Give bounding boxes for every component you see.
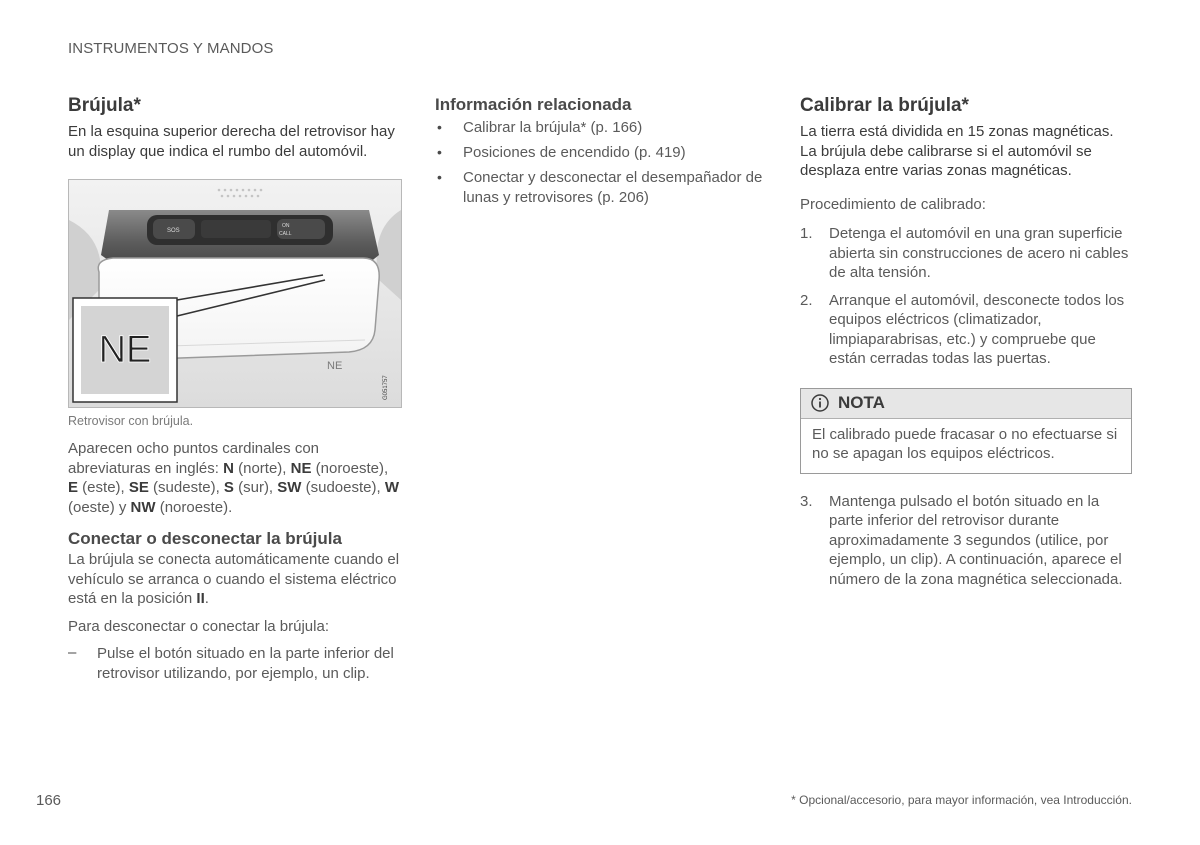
abbr-se: SE xyxy=(128,479,149,496)
procedure-label: Procedimiento de calibrado: xyxy=(800,195,986,213)
bullet-icon: • xyxy=(437,144,442,160)
note-header xyxy=(801,389,1131,419)
calibrate-title: Calibrar la brújula* xyxy=(800,95,969,116)
section-header: INSTRUMENTOS Y MANDOS xyxy=(68,40,274,57)
mirror-small-ne-label: NE xyxy=(327,360,343,372)
abbr-e: E xyxy=(68,479,79,496)
abbr-ne: NE xyxy=(290,459,312,477)
mirror-drawing xyxy=(69,180,401,407)
connect-title: Conectar o desconectar la brújula xyxy=(68,529,342,548)
related-title: Información relacionada xyxy=(435,95,632,114)
note-text: El calibrado puede fracasar o no efectuarse si no se apagan los equipos eléctricos. xyxy=(812,425,1118,462)
compass-title: Brújula* xyxy=(68,95,141,116)
calibrate-intro: La tierra está dividida en 15 zonas magnéticas. La brújula debe calibrarse si el automóvil se desplaza entre varias zonas magnéticas. xyxy=(800,123,1114,179)
dash-marker: – xyxy=(68,644,77,661)
note-title: NOTA xyxy=(838,393,885,412)
connect-text: La brújula se conecta automáticamente cuando el vehículo se arranca o cuando el sistema eléctrico está en la posición II. xyxy=(68,551,400,607)
step-item: 2. Arranque el automóvil, desconecte todos los equipos eléctricos (climatizador, limpiaparabrisas, etc.) y compruebe que están cerradas todas las puertas. xyxy=(800,291,1125,367)
related-link[interactable]: • Posiciones de encendido (p. 419) xyxy=(437,144,686,161)
abbr-nw: NW xyxy=(130,498,156,516)
svg-text:CALL: CALL xyxy=(279,231,292,237)
svg-text:SOS: SOS xyxy=(167,228,180,234)
bullet-icon: • xyxy=(437,169,442,185)
connect-instruction: Para desconectar o conectar la brújula: xyxy=(68,617,329,635)
column-calibrate xyxy=(800,94,1134,597)
abbr-w: W xyxy=(384,479,399,496)
calibrate-steps xyxy=(800,224,1134,369)
abbr-s: S xyxy=(223,479,234,496)
connect-step xyxy=(68,644,402,683)
footnote: * Opcional/accesorio, para mayor información, vea Introducción. xyxy=(791,793,1132,807)
related-link[interactable]: • Calibrar la brújula* (p. 166) xyxy=(437,119,643,136)
related-list xyxy=(435,118,770,207)
connect-step-text: Pulse el botón situado en la parte inferior del retrovisor utilizando, por ejemplo, un clip. xyxy=(97,645,394,682)
info-icon xyxy=(811,394,829,412)
calibrate-steps-continued xyxy=(800,492,1134,590)
bullet-icon: • xyxy=(437,119,442,135)
step-item: 3. Mantenga pulsado el botón situado en la parte inferior del retrovisor durante aproximadamente 3 segundos (utilice, por ejemplo, un clip). A continuación, aparece el número de la zona magnética seleccionada. xyxy=(800,492,1123,588)
step-item: 1. Detenga el automóvil en una gran superficie abierta sin construcciones de acero ni cables de alta tensión. xyxy=(800,225,1129,281)
page-number: 166 xyxy=(36,792,62,809)
related-link[interactable]: • Conectar y desconectar el desempañador de lunas y retrovisores (p. 206) xyxy=(437,169,763,206)
figure-caption: Retrovisor con brújula. xyxy=(68,414,194,428)
abbr-n: N xyxy=(223,459,234,477)
ignition-position: II xyxy=(196,590,205,607)
column-compass xyxy=(68,94,402,683)
column-related xyxy=(435,94,770,213)
svg-text:ON: ON xyxy=(282,223,290,229)
compass-intro: En la esquina superior derecha del retrovisor hay un display que indica el rumbo del automóvil. xyxy=(68,123,395,160)
mirror-illustration xyxy=(68,179,402,408)
cardinal-points-text: Aparecen ocho puntos cardinales con abreviaturas en inglés: N (norte), NE (noroeste), E (este), SE (sudeste), S (sur), SW (sudoeste), W (oeste) y NW (noroeste). xyxy=(68,440,399,516)
note-box xyxy=(800,388,1132,474)
abbr-sw: SW xyxy=(277,479,302,496)
figure-code: G051757 xyxy=(383,375,389,400)
compass-display-readout: NE xyxy=(98,329,152,371)
